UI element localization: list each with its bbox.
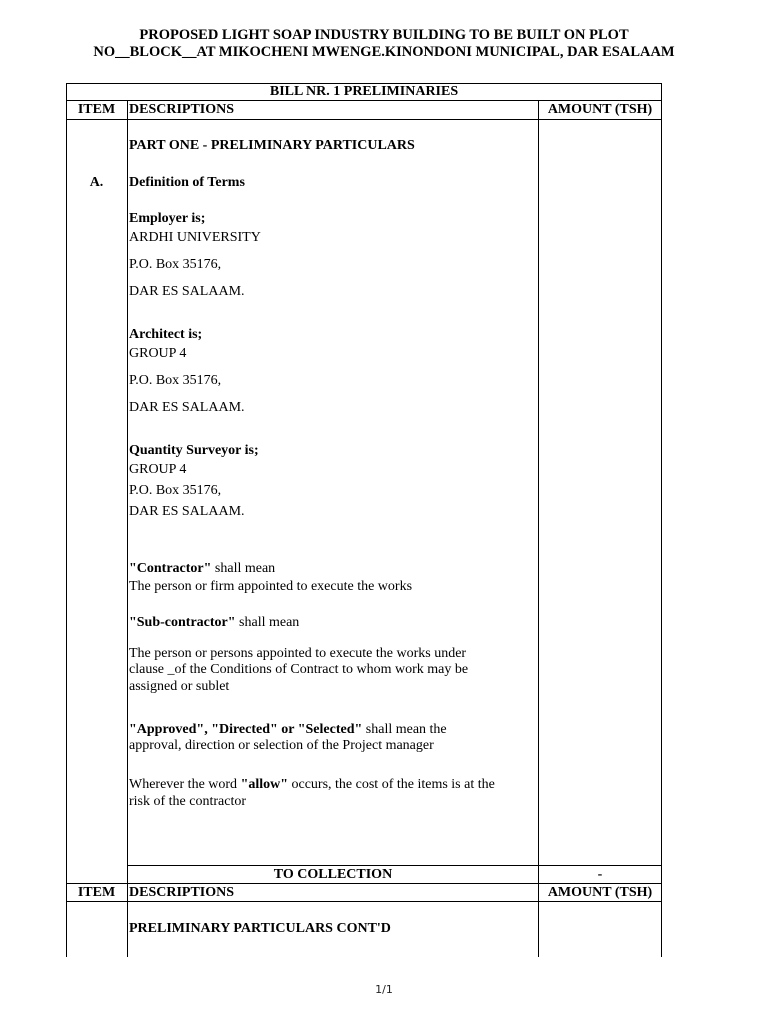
column-header-item-2: ITEM bbox=[77, 885, 116, 900]
column-header-amount-2: AMOUNT (TSH) bbox=[547, 885, 653, 900]
subcontractor-definition bbox=[129, 614, 299, 631]
column-header-descriptions-2: DESCRIPTIONS bbox=[129, 885, 235, 900]
bill-heading: BILL NR. 1 PRELIMINARIES bbox=[269, 84, 459, 99]
title-line-1: PROPOSED LIGHT SOAP INDUSTRY BUILDING TO BE BUILT ON PLOT bbox=[139, 27, 629, 43]
subcontractor-suffix: shall mean bbox=[235, 615, 300, 630]
employer-name: ARDHI UNIVERSITY bbox=[129, 230, 261, 245]
subcontractor-term: "Sub-contractor" bbox=[129, 615, 236, 630]
architect-label: Architect is; bbox=[129, 327, 203, 342]
subcontractor-meaning-3: assigned or sublet bbox=[129, 679, 230, 694]
contractor-term: "Contractor" bbox=[129, 561, 212, 576]
column-header-descriptions: DESCRIPTIONS bbox=[129, 102, 235, 117]
part-one-heading: PART ONE - PRELIMINARY PARTICULARS bbox=[129, 138, 415, 153]
approved-term: "Approved", "Directed" or "Selected" bbox=[129, 722, 363, 737]
header2-bottom-border bbox=[66, 901, 662, 902]
column-header-amount: AMOUNT (TSH) bbox=[547, 102, 653, 117]
subcontractor-meaning-2: clause _of the Conditions of Contract to whom work may be bbox=[129, 662, 469, 677]
table-left-border bbox=[66, 83, 67, 957]
contractor-definition bbox=[129, 560, 275, 577]
qs-name: GROUP 4 bbox=[129, 462, 187, 477]
approved-definition bbox=[129, 721, 447, 738]
amount-column-divider bbox=[538, 100, 539, 957]
employer-city: DAR ES SALAAM. bbox=[129, 284, 245, 299]
contractor-meaning: The person or firm appointed to execute the works bbox=[129, 579, 413, 594]
definition-heading: Definition of Terms bbox=[129, 175, 245, 190]
allow-suffix: occurs, the cost of the items is at the bbox=[288, 777, 495, 792]
qs-city: DAR ES SALAAM. bbox=[129, 504, 245, 519]
collection-amount: - bbox=[597, 867, 603, 882]
item-column-divider bbox=[127, 100, 128, 957]
contractor-suffix: shall mean bbox=[211, 561, 276, 576]
allow-definition bbox=[129, 776, 495, 793]
title-line-2: NO__BLOCK__AT MIKOCHENI MWENGE.KINONDONI MUNICIPAL, DAR ESALAAM bbox=[93, 44, 675, 60]
document-title bbox=[0, 27, 768, 61]
architect-city: DAR ES SALAAM. bbox=[129, 400, 245, 415]
architect-name: GROUP 4 bbox=[129, 346, 187, 361]
subcontractor-meaning-1: The person or persons appointed to execute the works under bbox=[129, 646, 467, 661]
preliminary-contd-heading: PRELIMINARY PARTICULARS CONT'D bbox=[129, 921, 391, 936]
approved-suffix: shall mean the bbox=[362, 722, 447, 737]
to-collection-label: TO COLLECTION bbox=[273, 867, 393, 882]
bill-table bbox=[66, 83, 662, 957]
architect-box: P.O. Box 35176, bbox=[129, 373, 222, 388]
page-number: 1/1 bbox=[375, 983, 393, 996]
header-bottom-border bbox=[66, 119, 662, 120]
employer-label: Employer is; bbox=[129, 211, 206, 226]
table-right-border bbox=[661, 83, 662, 957]
approved-line-2: approval, direction or selection of the Project manager bbox=[129, 738, 434, 753]
column-header-item: ITEM bbox=[77, 102, 116, 117]
employer-box: P.O. Box 35176, bbox=[129, 257, 222, 272]
qs-label: Quantity Surveyor is; bbox=[129, 443, 259, 458]
allow-line-2: risk of the contractor bbox=[129, 794, 247, 809]
item-a-label: A. bbox=[89, 175, 104, 190]
allow-term: "allow" bbox=[240, 777, 288, 792]
allow-prefix: Wherever the word bbox=[129, 777, 241, 792]
qs-box: P.O. Box 35176, bbox=[129, 483, 222, 498]
